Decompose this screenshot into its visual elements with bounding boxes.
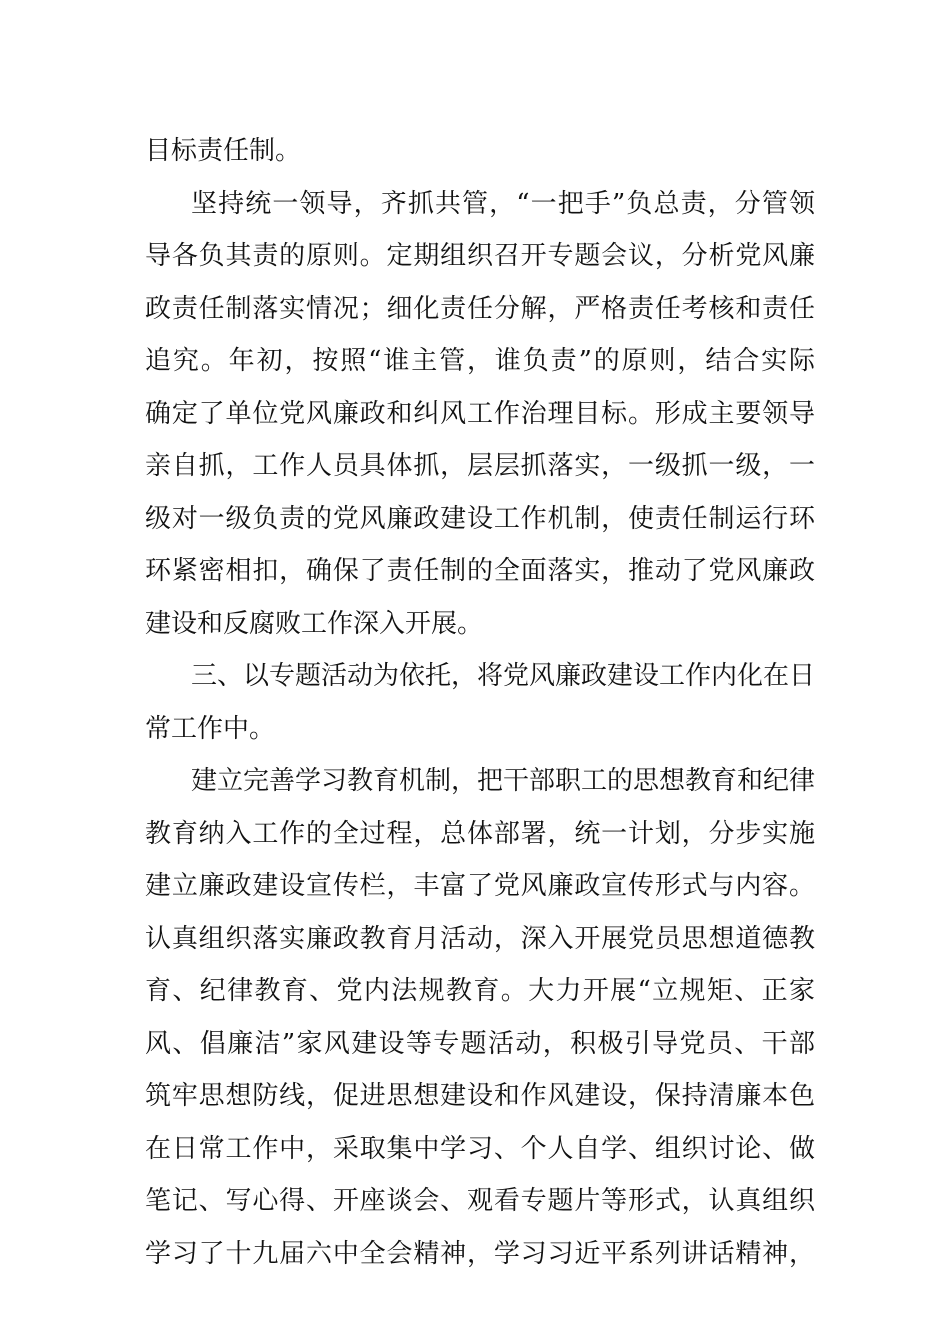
paragraph-first-line: 建立完善学习教育机制，把干部职工的思想教育和纪律 bbox=[191, 766, 816, 796]
text-line: 政责任制落实情况；细化责任分解，严格责任考核和责任 bbox=[145, 293, 815, 324]
text-line: 确定了单位党风廉政和纠风工作治理目标。形成主要领导 bbox=[145, 398, 815, 429]
text-line: 学习了十九届六中全会精神，学习习近平系列讲话精神， bbox=[145, 1238, 815, 1269]
text-line: 目标责任制。 bbox=[145, 136, 302, 166]
text-line: 建设和反腐败工作深入开展。 bbox=[145, 608, 484, 639]
text-line: 认真组织落实廉政教育月活动，深入开展党员思想道德教 bbox=[145, 923, 815, 954]
text-line: 在日常工作中，采取集中学习、个人自学、组织讨论、做 bbox=[145, 1133, 815, 1164]
text-line: 亲自抓，工作人员具体抓，层层抓落实，一级抓一级，一 bbox=[145, 451, 815, 481]
text-line: 追究。年初，按照“谁主管，谁负责”的原则，结合实际 bbox=[145, 346, 815, 376]
document-body bbox=[145, 125, 815, 1280]
text-line: 风、倡廉洁”家风建设等专题活动，积极引导党员、干部 bbox=[145, 1028, 815, 1059]
text-line: 导各负其责的原则。定期组织召开专题会议，分析党风廉 bbox=[145, 241, 815, 271]
text-line: 笔记、写心得、开座谈会、观看专题片等形式，认真组织 bbox=[145, 1186, 815, 1216]
text-line: 教育纳入工作的全过程，总体部署，统一计划，分步实施 bbox=[145, 818, 815, 849]
section-heading-line: 常工作中。 bbox=[145, 713, 276, 744]
section-heading-line: 三、以专题活动为依托，将党风廉政建设工作内化在日 bbox=[191, 661, 816, 691]
text-line: 级对一级负责的党风廉政建设工作机制，使责任制运行环 bbox=[145, 503, 815, 534]
text-line: 建立廉政建设宣传栏，丰富了党风廉政宣传形式与内容。 bbox=[145, 871, 815, 901]
text-line: 育、纪律教育、党内法规教育。大力开展“立规矩、正家 bbox=[145, 976, 815, 1006]
text-line: 环紧密相扣，确保了责任制的全面落实，推动了党风廉政 bbox=[145, 556, 815, 586]
text-line: 筑牢思想防线，促进思想建设和作风建设，保持清廉本色 bbox=[145, 1081, 815, 1111]
paragraph-first-line: 坚持统一领导，齐抓共管，“一把手”负总责，分管领 bbox=[191, 188, 815, 219]
